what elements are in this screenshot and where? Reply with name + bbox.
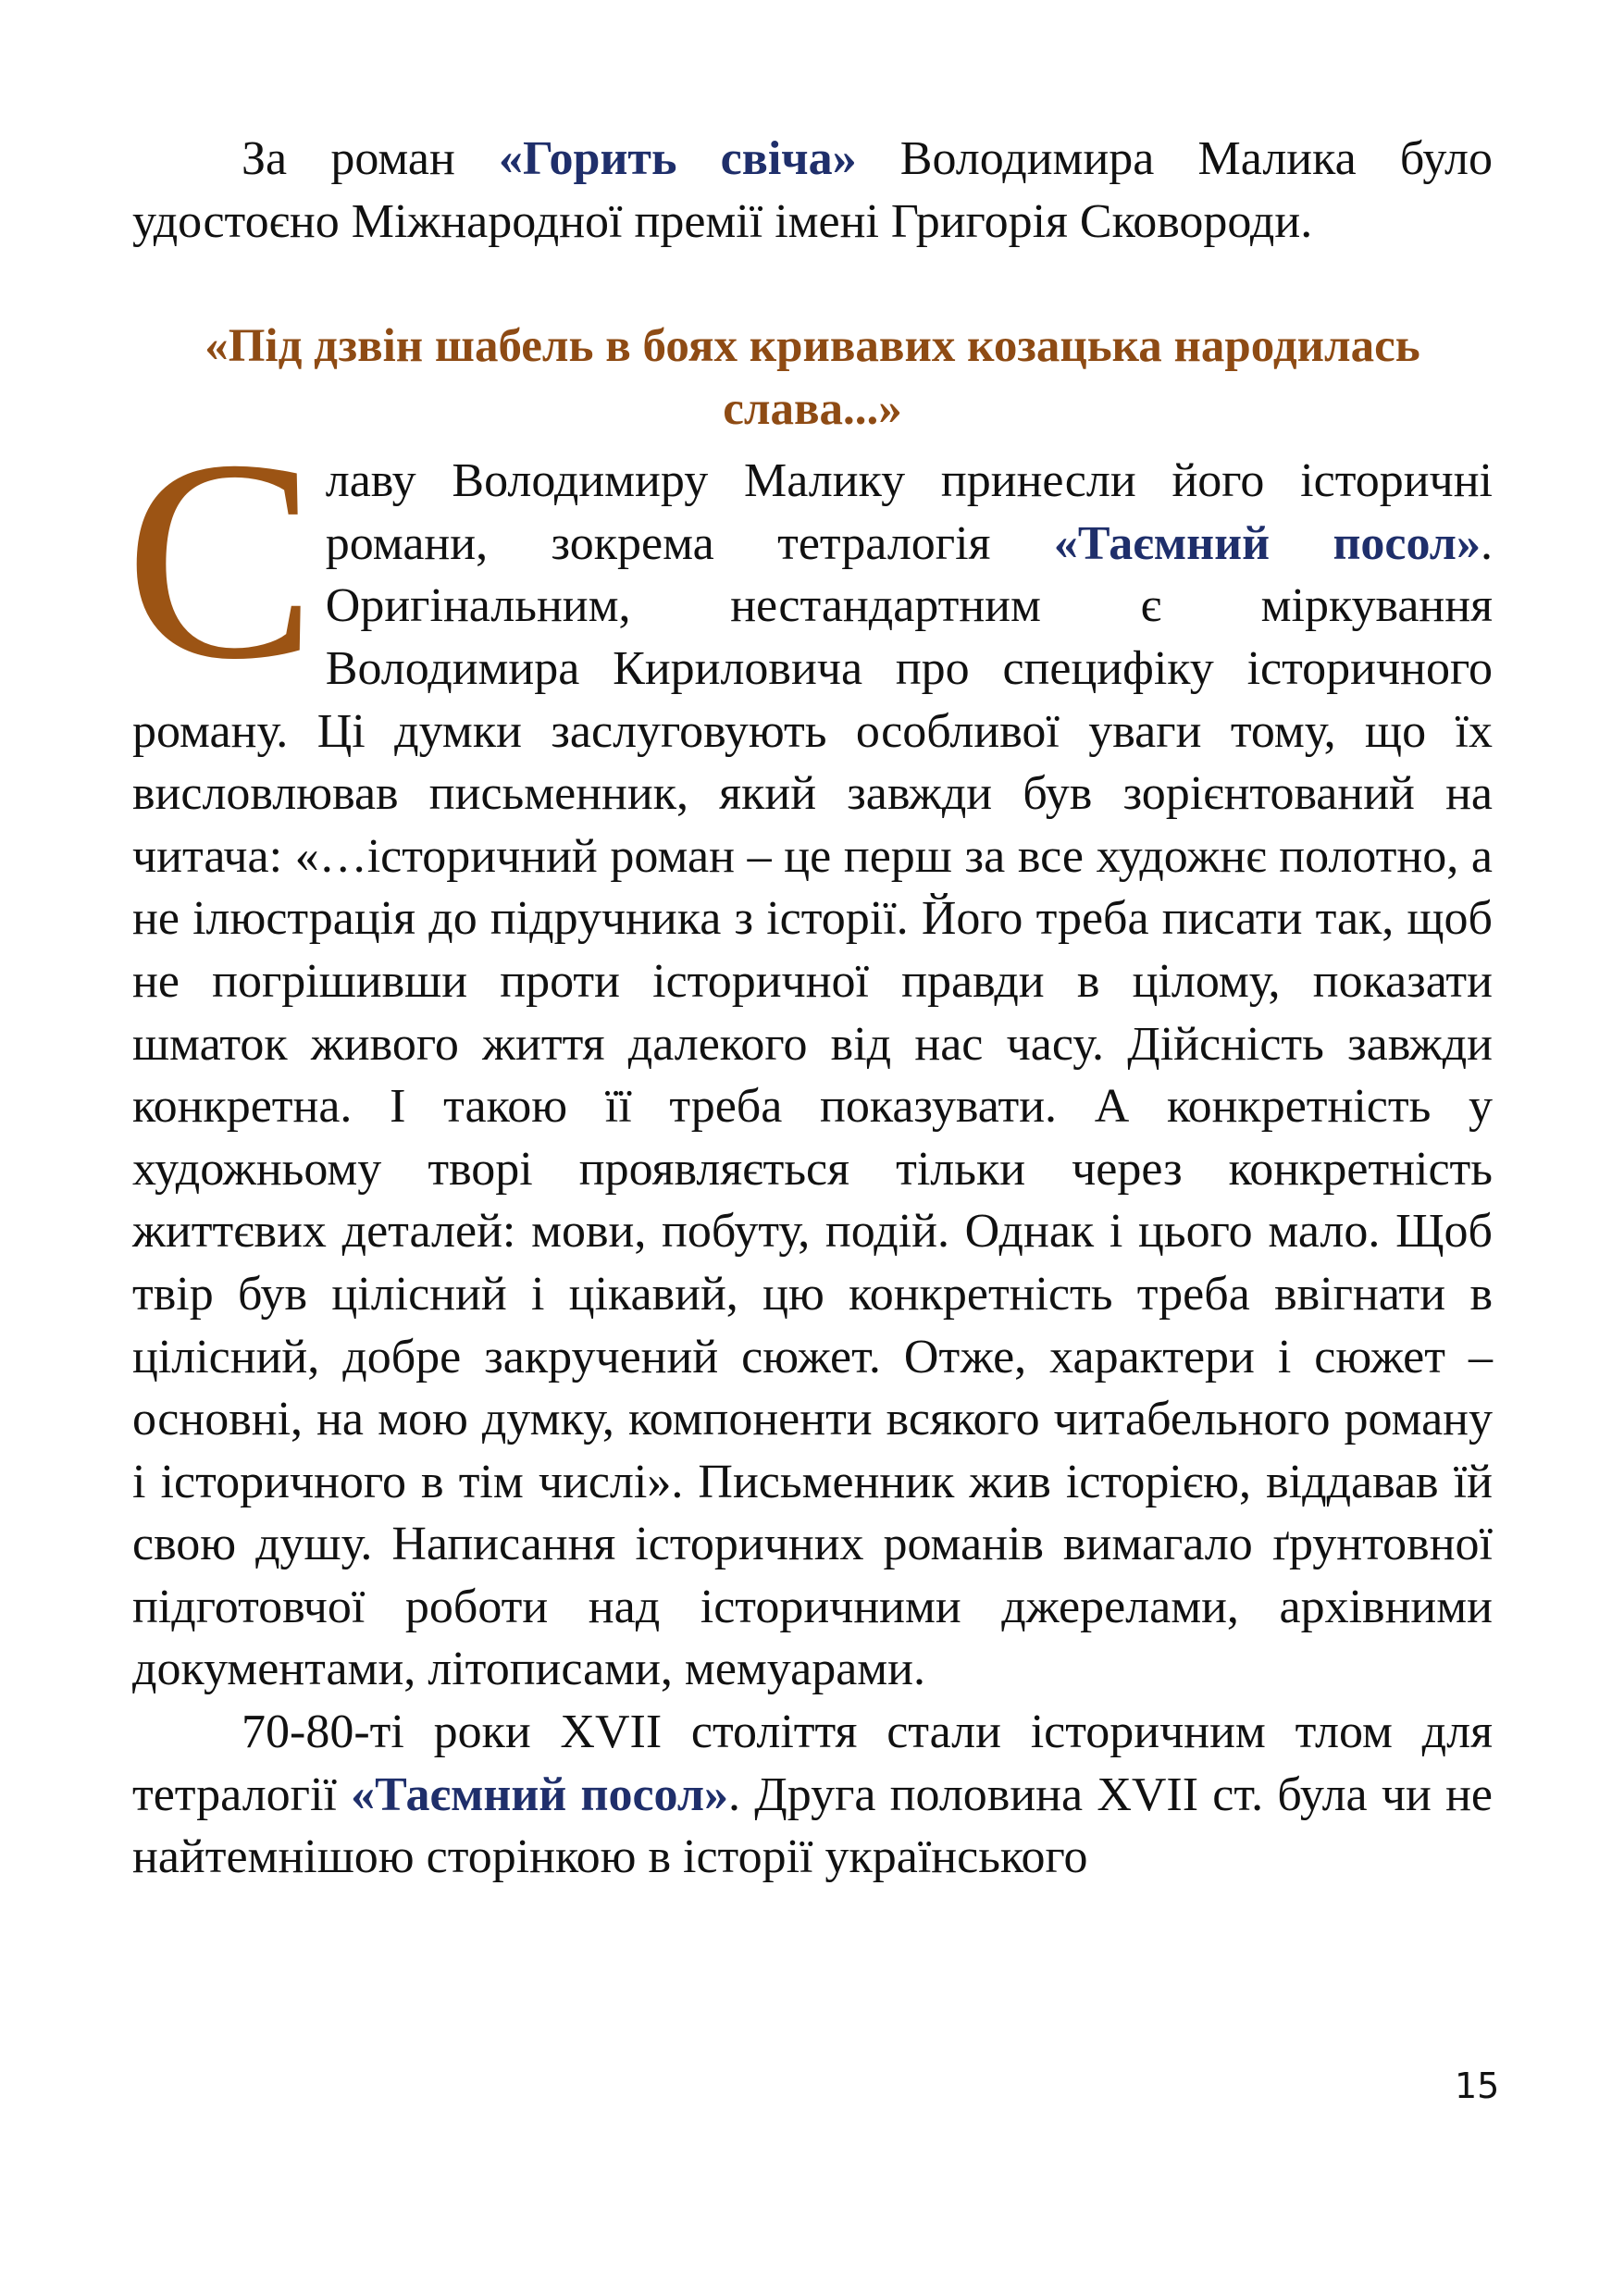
section-heading-line1: «Під дзвін шабель в боях кривавих козацька народилась [205, 320, 1420, 373]
paragraph-award [132, 128, 1493, 253]
novel-title-gorit-svicha: «Горить свіча» [499, 132, 857, 185]
paragraph-fame-post: . Оригінальним, нестандартним є міркування Володимира Кириловича про специфіку історичного роману. Ці думки заслуговують особливої уваги тому, що їх висловлював письменник, який завжди був зорієнтований на читача: «…історичний роман – це перш за все художнє полотно, а не ілюстрація до підручника з історії. Його треба писати так, щоб не погрішивши проти історичної правди в цілому, показати шматок живого життя далекого від нас часу. Дійсність завжди конкретна. І такою її треба показувати. А конкретність у художньому творі проявляється тільки через конкретність життєвих деталей: мови, побуту, подій. Однак і цього мало. Щоб твір був цілісний і цікавий, цю конкретність треба ввігнати в цілісний, добре закручений сюжет. Отже, характери і сюжет – основні, на мою думку, компоненти всякого читабельного роману і історичного в тім числі». Письменник жив історією, віддавав їй свою душу. Написання історичних романів вимагало ґрунтовної підготовчої роботи над історичними джерелами, архівними документами, літописами, мемуарами. [132, 516, 1493, 1696]
paragraph-award-pre: За роман [242, 132, 500, 185]
paragraph-historical-pre: 70-80-ті роки XVII століття стали історичним тлом для тетралогії [132, 1706, 1493, 1821]
novel-title-taiemnyi-posol-2: «Таємний посол» [351, 1768, 729, 1821]
section-heading-line2: слава...» [723, 383, 902, 436]
paragraph-award-post: Володимира Малика було удостоєно Міжнародної премії імені Григорія Сковороди. [132, 132, 1493, 248]
paragraph-fame-pre: лаву Володимиру Малику принесли його історичні романи, зокрема тетралогія [325, 454, 1493, 570]
section-heading [132, 315, 1493, 440]
paragraph-historical-post: . Друга половина XVII ст. була чи не найтемнішою сторінкою в історії українського [132, 1768, 1493, 1884]
novel-title-taiemnyi-posol: «Таємний посол» [1053, 516, 1481, 570]
page-number: 15 [1455, 2066, 1500, 2106]
page-content [125, 128, 1493, 1889]
drop-cap-letter: С [125, 402, 316, 720]
paragraph-historical-background [132, 1701, 1493, 1889]
